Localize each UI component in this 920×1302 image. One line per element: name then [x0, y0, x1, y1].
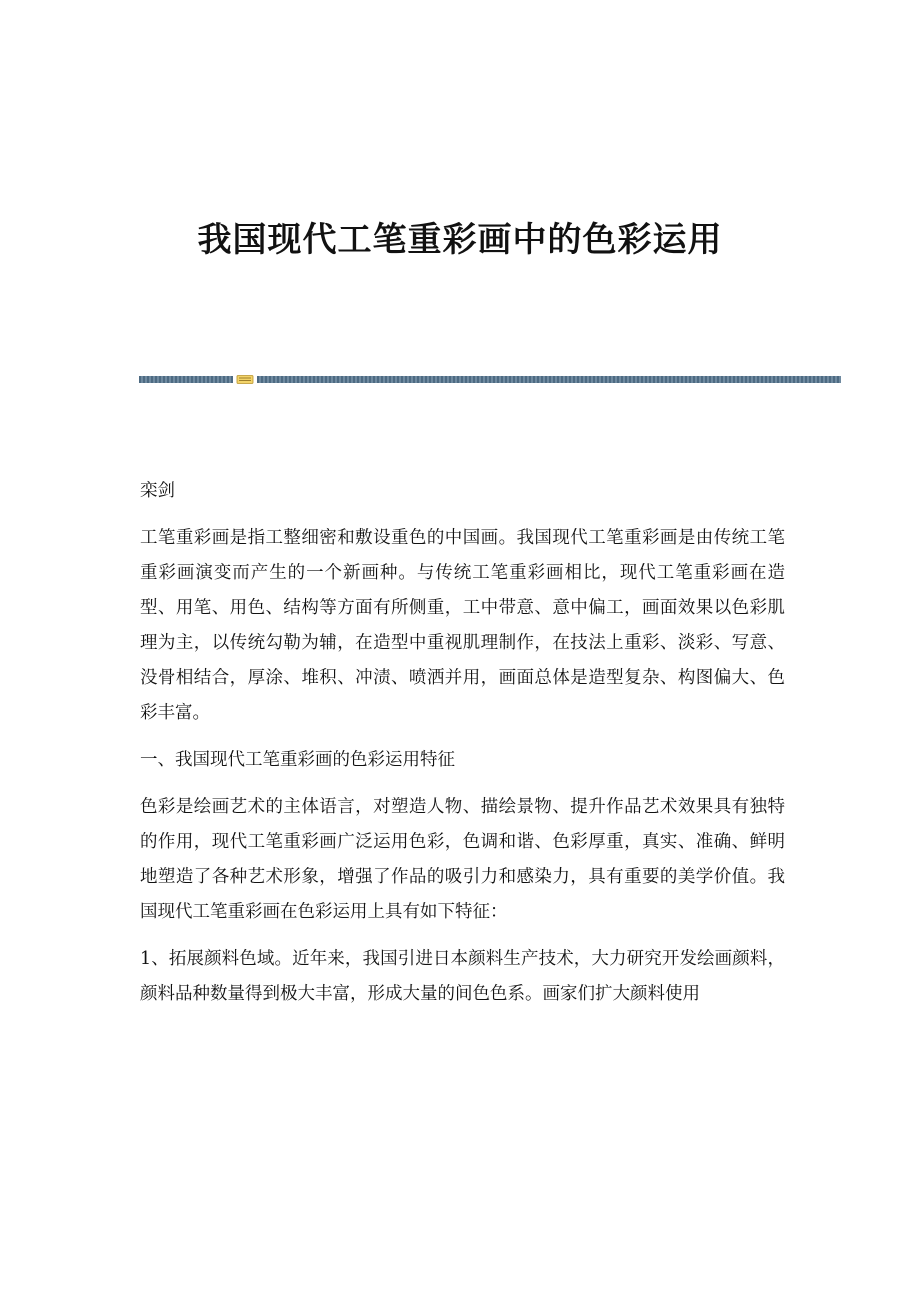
divider-bar-right: [257, 376, 841, 383]
divider-emblem-icon: [236, 375, 254, 384]
document-body: [140, 474, 785, 1024]
paragraph-item-1: 1、拓展颜料色域。近年来，我国引进日本颜料生产技术，大力研究开发绘画颜料，颜料品种数量得到极大丰富，形成大量的间色色系。画家们扩大颜料使用: [140, 949, 785, 1004]
paragraph-intro: 工笔重彩画是指工整细密和敷设重色的中国画。我国现代工笔重彩画是由传统工笔重彩画演变而产生的一个新画种。与传统工笔重彩画相比，现代工笔重彩画在造型、用笔、用色、结构等方面有所侧重，工中带意、意中偏工，画面效果以色彩肌理为主，以传统勾勒为辅，在造型中重视肌理制作，在技法上重彩、淡彩、写意、没骨相结合，厚涂、堆积、冲渍、喷洒并用，画面总体是造型复杂、构图偏大、色彩丰富。: [140, 528, 785, 723]
section-heading: 一、我国现代工笔重彩画的色彩运用特征: [140, 750, 455, 770]
paragraph-color-role: 色彩是绘画艺术的主体语言，对塑造人物、描绘景物、提升作品艺术效果具有独特的作用，现代工笔重彩画广泛运用色彩，色调和谐、色彩厚重，真实、准确、鲜明地塑造了各种艺术形象，增强了作品的吸引力和感染力，具有重要的美学价值。我国现代工笔重彩画在色彩运用上具有如下特征：: [140, 797, 785, 922]
author-name: 栾剑: [140, 481, 175, 501]
title-divider: [139, 375, 841, 384]
divider-bar-left: [139, 376, 233, 383]
document-title: 我国现代工笔重彩画中的色彩运用: [197, 220, 723, 260]
